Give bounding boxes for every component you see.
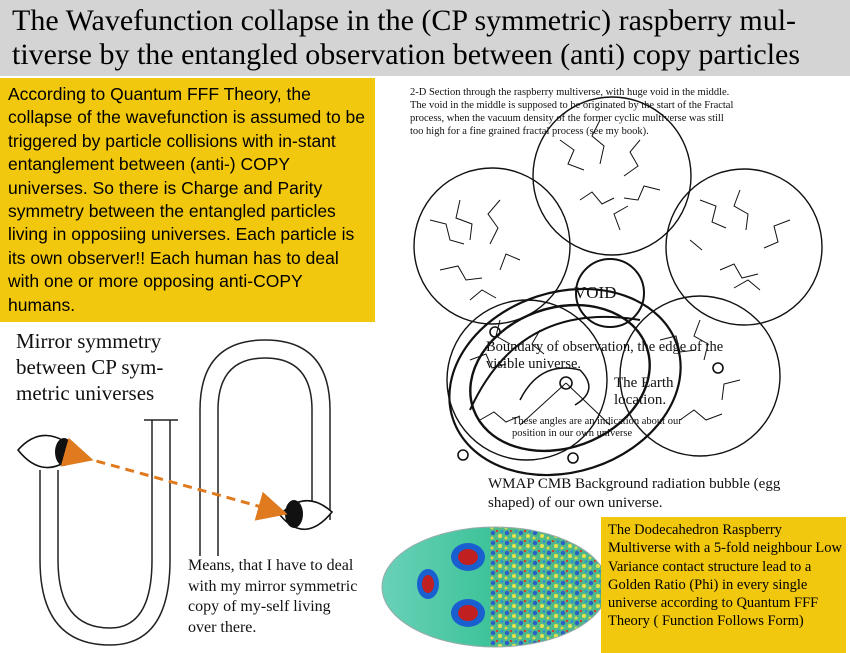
cmb-cold-spot-top [451, 543, 485, 571]
double-arrow-icon [82, 457, 276, 511]
angles-label: These angles are an indication about our position in our own universe [512, 416, 682, 439]
earth-location-label: The Earth location. [614, 375, 674, 408]
intro-text: According to Quantum FFF Theory, the collapse of the wavefunction is assumed to be triggered by particle collisions with in-stant entanglement between (anti-) COPY universes. So there is Charge and Parity symmetry between the entangled particles living in opposiing universes. Each particle is its own observer!! Each human has to deal with one or more opposing anti-COPY humans. [8, 84, 366, 315]
dodecahedron-text: The Dodecahedron Raspberry Multiverse with a 5-fold neighbour Low Variance contact structure lead to a Golden Ratio (Phi) in every single universe according to Quantum FFF Theory ( Function Follows Form) [608, 522, 842, 630]
n-shape-inner [218, 358, 312, 560]
cmb-cold-spot-bottom [451, 599, 485, 627]
cmb-sky-map [380, 525, 610, 650]
mirror-symmetry-heading: Mirror symmetry between CP sym-metric universes [16, 329, 164, 405]
cmb-cold-spot-left [417, 569, 439, 599]
spiral-arc [520, 368, 589, 405]
contact-node-1 [490, 327, 500, 337]
right-eye-icon [280, 500, 332, 529]
left-eye-icon [18, 435, 78, 467]
fractal-branches-left [430, 200, 520, 300]
contact-node-3 [458, 450, 468, 460]
diagram-caption: 2-D Section through the raspberry multiverse, with huge void in the middle. The void in the middle is supposed to be originated by the start of the Fractal process, when the vacuum density of the former cyclic multiverse was still too high for a fine grained fractal process (see my book). [410, 87, 734, 137]
fractal-branches-right [690, 190, 790, 290]
mirror-explanation-text: Means, that I have to deal with my mirror symmetric copy of my-self living over there. [188, 556, 363, 638]
void-label: VOID [574, 283, 617, 302]
page-title: The Wavefunction collapse in the (CP symmetric) raspberry mul-tiverse by the entangled observation between (anti) copy particles [12, 4, 801, 71]
contact-node-4 [568, 453, 578, 463]
wmap-label: WMAP CMB Background radiation bubble (egg shaped) of our own universe. [488, 476, 781, 511]
universe-bubble-upper-left [414, 168, 570, 324]
boundary-label: Boundary of observation, the edge of the visible universe. [486, 339, 724, 372]
